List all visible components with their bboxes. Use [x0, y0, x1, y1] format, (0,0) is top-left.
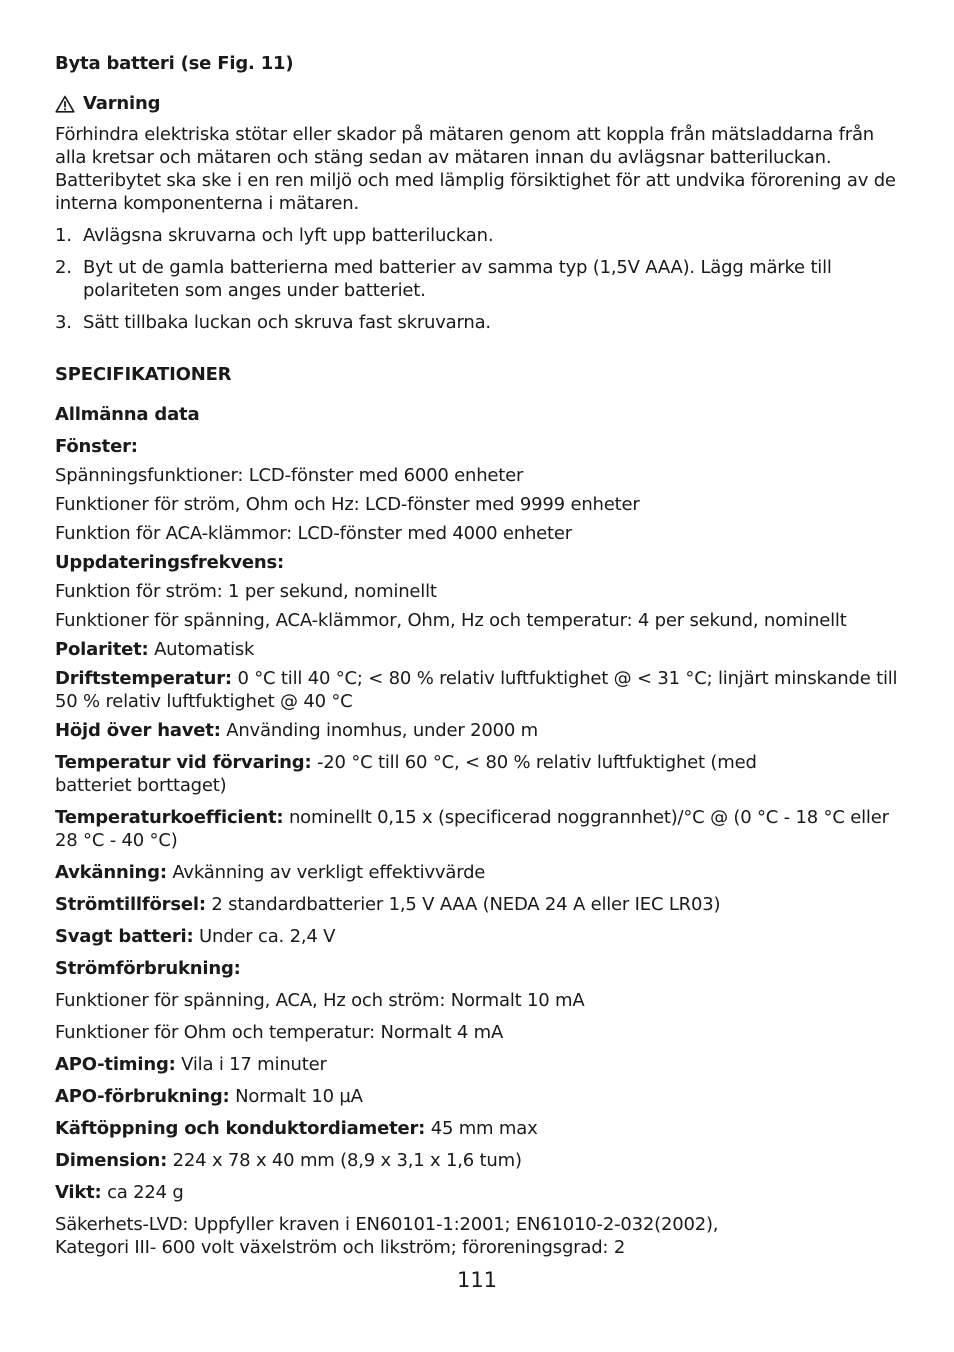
- step-number: 3.: [55, 312, 72, 333]
- warning-label: Varning: [83, 93, 161, 114]
- sensing-label: Avkänning:: [55, 862, 167, 883]
- weight-label: Vikt:: [55, 1182, 102, 1203]
- power-consumption-line: Funktioner för Ohm och temperatur: Normalt 4 mA: [55, 1022, 504, 1043]
- operating-temp-label: Driftstemperatur:: [55, 668, 232, 689]
- polarity-label: Polaritet:: [55, 639, 149, 660]
- warning-triangle-icon: [55, 95, 75, 113]
- safety-spec: [55, 1213, 905, 1259]
- step-text: Avlägsna skruvarna och lyft upp batteriluckan.: [83, 225, 494, 246]
- warning-text: Förhindra elektriska stötar eller skador på mätaren genom att koppla från mätsladdarna från alla kretsar och mätaren och stäng sedan av mätaren innan du avlägsnar batteriluckan. Batteribytet ska ske i en ren miljö och med lämplig försiktighet för att undvika förorening av de interna komponenterna i mätaren.: [55, 124, 896, 214]
- power-consumption-line: Funktioner för spänning, ACA, Hz och ström: Normalt 10 mA: [55, 990, 585, 1011]
- operating-temp-spec: [55, 667, 905, 713]
- altitude-label: Höjd över havet:: [55, 720, 221, 741]
- storage-temp-value-cont: batteriet borttaget): [55, 775, 227, 796]
- weight-value: ca 224 g: [101, 1182, 184, 1203]
- document-page: [55, 50, 905, 1259]
- weight-spec: [55, 1181, 905, 1204]
- polarity-spec: [55, 638, 905, 661]
- sensing-value: Avkänning av verkligt effektivvärde: [166, 862, 486, 883]
- temp-coefficient-spec: [55, 806, 905, 852]
- step-number: 2.: [55, 257, 72, 278]
- step-text: Sätt tillbaka luckan och skruva fast skruvarna.: [83, 312, 491, 333]
- update-rate-line: Funktioner för spänning, ACA-klämmor, Ohm, Hz och temperatur: 4 per sekund, nominellt: [55, 610, 847, 631]
- temp-coefficient-label: Temperaturkoefficient:: [55, 807, 284, 828]
- apo-timing-value: Vila i 17 minuter: [175, 1054, 327, 1075]
- low-battery-spec: [55, 925, 905, 948]
- list-item: [55, 311, 905, 334]
- low-battery-label: Svagt batteri:: [55, 926, 194, 947]
- storage-temp-value: -20 °C till 60 °C, < 80 % relativ luftfuktighet (med: [311, 752, 757, 773]
- jaw-opening-value: 45 mm max: [425, 1118, 538, 1139]
- specifications-title: SPECIFIKATIONER: [55, 364, 232, 385]
- power-supply-spec: [55, 893, 905, 916]
- step-text: Byt ut de gamla batterierna med batterier av samma typ (1,5V AAA). Lägg märke till polariteten som anges under batteriet.: [83, 257, 832, 301]
- apo-timing-label: APO-timing:: [55, 1054, 176, 1075]
- temp-coefficient-value: nominellt 0,15 x (specificerad noggrannhet)/°C @ (0 °C - 18 °C eller 28 °C - 40 °C): [55, 807, 889, 851]
- battery-section-title: Byta batteri (se Fig. 11): [55, 53, 294, 74]
- page-number: 111: [456, 1268, 498, 1292]
- altitude-value: Använding inomhus, under 2000 m: [220, 720, 538, 741]
- sensing-spec: [55, 861, 905, 884]
- storage-temp-label: Temperatur vid förvaring:: [55, 752, 312, 773]
- dimension-label: Dimension:: [55, 1150, 168, 1171]
- power-consumption-label: Strömförbrukning:: [55, 958, 241, 979]
- apo-timing-spec: [55, 1053, 905, 1076]
- display-line: Funktioner för ström, Ohm och Hz: LCD-fönster med 9999 enheter: [55, 494, 640, 515]
- display-line: Spänningsfunktioner: LCD-fönster med 6000 enheter: [55, 465, 524, 486]
- display-label: Fönster:: [55, 436, 138, 457]
- apo-consumption-spec: [55, 1085, 905, 1108]
- display-line: Funktion för ACA-klämmor: LCD-fönster med 4000 enheter: [55, 523, 572, 544]
- dimension-spec: [55, 1149, 905, 1172]
- safety-line: Säkerhets-LVD: Uppfyller kraven i EN60101-1:2001; EN61010-2-032(2002),: [55, 1214, 719, 1235]
- power-supply-label: Strömtillförsel:: [55, 894, 206, 915]
- power-supply-value: 2 standardbatterier 1,5 V AAA (NEDA 24 A eller IEC LR03): [205, 894, 721, 915]
- general-data-title: Allmänna data: [55, 404, 200, 425]
- list-item: [55, 224, 905, 247]
- safety-line: Kategori III- 600 volt växelström och likström; föroreningsgrad: 2: [55, 1237, 626, 1258]
- apo-consumption-label: APO-förbrukning:: [55, 1086, 230, 1107]
- update-rate-label: Uppdateringsfrekvens:: [55, 552, 285, 573]
- dimension-value: 224 x 78 x 40 mm (8,9 x 3,1 x 1,6 tum): [167, 1150, 522, 1171]
- apo-consumption-value: Normalt 10 µA: [229, 1086, 363, 1107]
- low-battery-value: Under ca. 2,4 V: [193, 926, 336, 947]
- step-number: 1.: [55, 225, 72, 246]
- storage-temp-spec: [55, 751, 905, 797]
- jaw-opening-spec: [55, 1117, 905, 1140]
- polarity-value: Automatisk: [148, 639, 255, 660]
- operating-temp-value: 0 °C till 40 °C; < 80 % relativ luftfuktighet @ < 31 °C; linjärt minskande till 50 % relativ luftfuktighet @ 40 °C: [55, 668, 898, 712]
- jaw-opening-label: Käftöppning och konduktordiameter:: [55, 1118, 426, 1139]
- list-item: [55, 256, 905, 302]
- battery-steps-list: [55, 224, 905, 334]
- warning-heading: [55, 92, 905, 115]
- update-rate-line: Funktion för ström: 1 per sekund, nominellt: [55, 581, 437, 602]
- altitude-spec: [55, 719, 905, 742]
